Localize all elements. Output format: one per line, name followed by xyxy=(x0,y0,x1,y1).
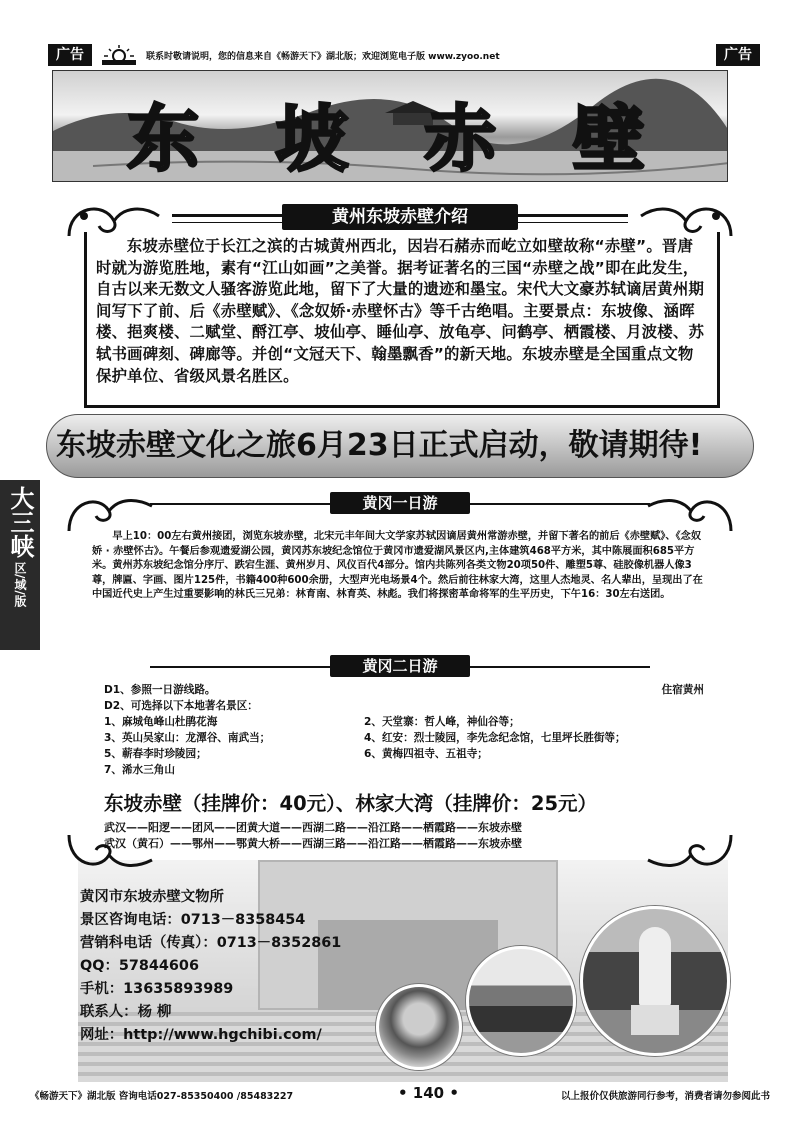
day2-stay: 住宿黄州 xyxy=(661,684,704,696)
day2-itinerary xyxy=(104,682,704,778)
scenic-option: 5、蕲春李时珍陵园； xyxy=(104,748,207,760)
corner-ornament-icon xyxy=(646,486,736,536)
ad-label-left: 广告 xyxy=(48,44,92,66)
page-number: • 140 • xyxy=(398,1084,459,1102)
side-tab-subtitle: 区/域/版 xyxy=(13,562,27,607)
qq-number: QQ：57844606 xyxy=(80,958,199,974)
day2-title: 黄冈二日游 xyxy=(330,655,470,677)
route-item: 武汉（黄石）——鄂州——鄂黄大桥——西湖三路——沿江路——栖霞路——东坡赤壁 xyxy=(104,837,522,850)
mobile-number: 手机：13635893989 xyxy=(80,981,234,997)
statue-photo xyxy=(580,906,730,1056)
scenic-option: 7、浠水三角山 xyxy=(104,764,175,776)
scenic-option: 6、黄梅四祖寺、五祖寺； xyxy=(364,748,488,760)
banner-char: 壁 xyxy=(572,97,653,181)
sales-phone: 营销科电话（传真）：0713－8352861 xyxy=(80,935,342,951)
scenic-option xyxy=(364,762,704,778)
corner-ornament-icon xyxy=(64,486,154,536)
day2-d1: D1、参照一日游线路。 xyxy=(104,684,216,696)
page-footer xyxy=(30,1084,770,1104)
magazine-logo xyxy=(98,44,140,66)
launch-text: 东坡赤壁文化之旅6月23日正式启动，敬请期待! xyxy=(56,428,703,463)
contact-info xyxy=(80,886,341,1047)
footer-publication: 《畅游天下》湖北版 咨询电话027-85350400 /85483227 xyxy=(30,1091,294,1102)
title-banner xyxy=(52,70,728,182)
corner-ornament-icon xyxy=(646,830,736,880)
pavilion-photo xyxy=(376,984,462,1070)
scenic-option: 1、麻城龟峰山杜鹃花海 xyxy=(104,716,218,728)
top-bar xyxy=(48,44,760,66)
top-notice: 联系时敬请说明，您的信息来自《畅游天下》湖北版；欢迎浏览电子版 www.zyoo.net xyxy=(146,51,500,62)
day1-itinerary: 早上10：00左右黄州接团，浏览东坡赤壁，北宋元丰年间大文学家苏轼因谪居黄州常游赤壁，并留下著名的前后《赤壁赋》、《念奴娇 · 赤壁怀古》。午餐后参观遗爱湖公园，黄冈苏东坡纪念馆位于黄冈市遗爱湖风景区内,主体建筑468平方米，其中陈展面积685平方米。黄州苏东坡纪念馆分序厅、跌宕生涯、黄州岁月、风仪百代4部分。馆内共陈列各类文物20项50件、雕塑5尊、硅胶像机器人像3尊，牌匾、字画、图片125件，书籍400种600余册，大型声光电场景4个。然后前往林家大湾，这里人杰地灵、名人辈出，呈现出了在中国近代史上产生过重要影响的林氏三兄弟：林育南、林育英、林彪。我们将探密革命将军的生平历史，下午16：30左右送团。 xyxy=(92,531,703,601)
day1-title: 黄冈一日游 xyxy=(330,492,470,514)
org-name: 黄冈市东坡赤壁文物所 xyxy=(80,889,224,905)
footer-disclaimer: 以上报价仅供旅游同行参考，消费者请勿参阅此书 xyxy=(560,1091,770,1102)
corner-ornament-icon xyxy=(64,830,154,880)
website: 网址：http://www.hgchibi.com/ xyxy=(80,1027,322,1043)
scenic-phone: 景区咨询电话：0713－8358454 xyxy=(80,912,306,928)
cliff-photo xyxy=(466,946,576,1056)
banner-char: 东 xyxy=(127,97,208,181)
route-item: 武汉——阳逻——团风——团黄大道——西湖二路——沿江路——栖霞路——东坡赤壁 xyxy=(104,821,522,834)
contact-person: 联系人：杨 柳 xyxy=(80,1004,172,1020)
ad-label-right: 广告 xyxy=(716,44,760,66)
banner-char: 赤 xyxy=(424,97,505,181)
banner-char: 坡 xyxy=(275,97,356,181)
scenic-option: 2、天堂寨：哲人峰，神仙谷等； xyxy=(364,716,520,728)
intro-text: 东坡赤壁位于长江之滨的古城黄州西北，因岩石赭赤而屹立如壁故称“赤壁”。晋唐时就为游览胜地，素有“江山如画”之美誉。据考证著名的三国“赤壁之战”即在此发生，自古以来无数文人骚客游览此地，留下了大量的遗迹和墨宝。宋代大文豪苏轼谪居黄州期间写下了前、后《赤壁赋》、《念奴娇·赤壁怀古》等千古绝唱。主要景点：东坡像、涵晖楼、挹爽楼、二赋堂、酹江亭、坡仙亭、睡仙亭、放龟亭、问鹤亭、栖霞楼、月波楼、苏轼书画碑刻、碑廊等。并创“文冠天下、翰墨飘香”的新天地。东坡赤壁是全国重点文物保护单位、省级风景名胜区。 xyxy=(96,237,705,385)
route-list xyxy=(104,820,522,852)
region-side-tab xyxy=(0,480,40,650)
side-tab-title: 大三峡 xyxy=(6,486,34,558)
scenic-option: 3、英山吴家山：龙潭谷、南武当； xyxy=(104,732,271,744)
intro-title: 黄州东坡赤壁介绍 xyxy=(282,204,518,230)
day2-d2: D2、可选择以下本地著名景区： xyxy=(104,700,258,712)
ticket-price: 东坡赤壁（挂牌价：40元）、林家大湾（挂牌价：25元） xyxy=(104,792,598,815)
scenic-option: 4、红安：烈士陵园，李先念纪念馆，七里坪长胜街等； xyxy=(364,732,626,744)
banner-title xyxy=(53,81,727,182)
